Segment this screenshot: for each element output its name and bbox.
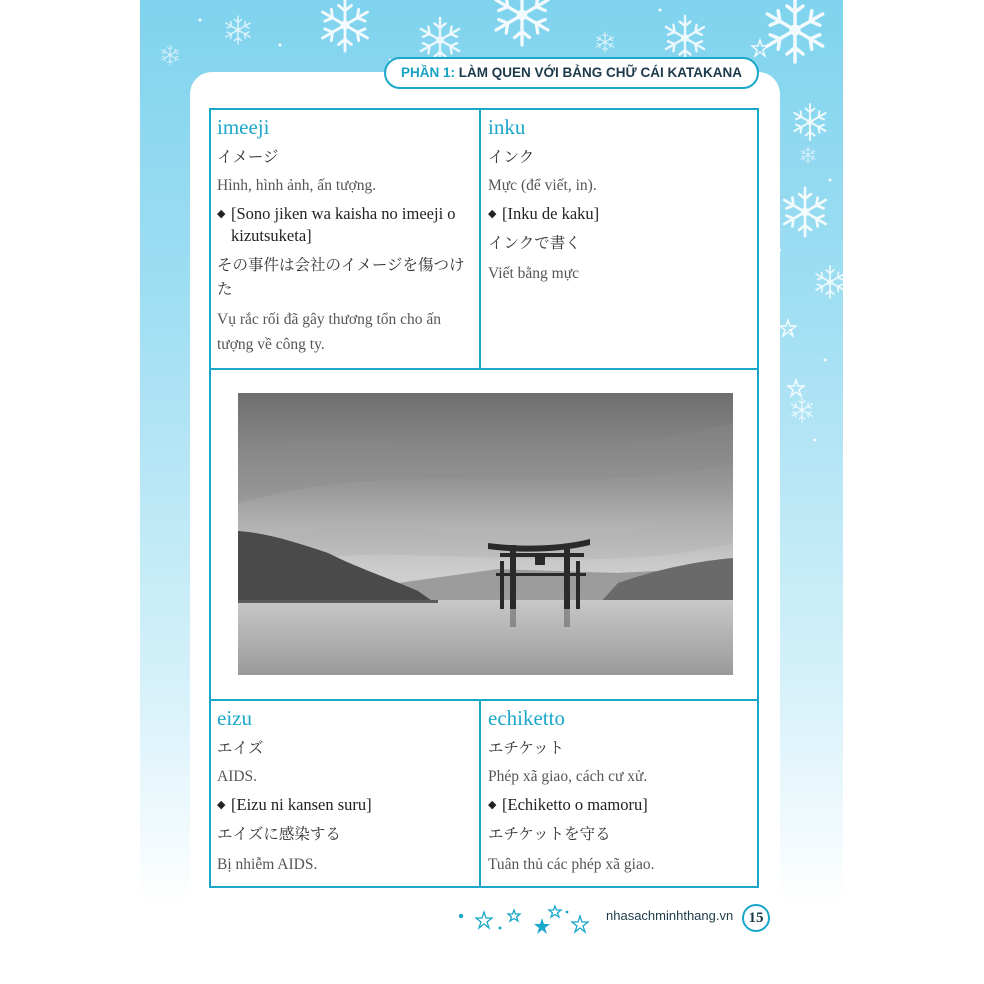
- example-vietnamese: Vụ rắc rối đã gây thương tổn cho ấn tượng về công ty.: [217, 311, 442, 353]
- entry-kana: エイズ: [217, 739, 264, 757]
- entry-romaji: imeeji: [217, 115, 270, 139]
- example-japanese: インクで書く: [488, 234, 581, 252]
- section-header: [384, 57, 759, 89]
- entry-example: [488, 794, 750, 816]
- diamond-bullet-icon: ◆: [488, 208, 497, 220]
- grid-divider: [479, 700, 481, 888]
- example-vietnamese: Bị nhiễm AIDS.: [217, 856, 318, 873]
- vocab-entry-imeeji: [217, 114, 475, 357]
- example-japanese: エチケットを守る: [488, 825, 611, 843]
- star-decoration-icon: [452, 900, 592, 936]
- entry-meaning: Hình, hình ảnh, ấn tượng.: [217, 177, 377, 194]
- page-number: 15: [742, 904, 770, 932]
- entry-romaji: eizu: [217, 706, 252, 730]
- entry-kana: イメージ: [217, 148, 279, 166]
- vocab-entry-eizu: [217, 705, 475, 877]
- diamond-bullet-icon: ◆: [217, 799, 226, 811]
- entry-example: [217, 203, 475, 247]
- diamond-bullet-icon: ◆: [488, 799, 497, 811]
- torii-gate-photo: [238, 393, 733, 675]
- grid-divider: [479, 108, 481, 370]
- entry-example: [217, 794, 475, 816]
- entry-romaji: echiketto: [488, 706, 565, 730]
- example-japanese: エイズに感染する: [217, 825, 341, 843]
- entry-romaji: inku: [488, 115, 526, 139]
- example-vietnamese: Viết bằng mực: [488, 265, 579, 282]
- entry-example: [488, 203, 750, 225]
- grid-divider: [209, 368, 759, 370]
- entry-meaning: Phép xã giao, cách cư xử.: [488, 768, 648, 785]
- example-romaji: [Eizu ni kansen suru]: [231, 795, 372, 814]
- diamond-bullet-icon: ◆: [217, 208, 226, 220]
- section-title: LÀM QUEN VỚI BẢNG CHỮ CÁI KATAKANA: [458, 65, 742, 80]
- vocab-entry-inku: [488, 114, 750, 286]
- section-label: PHẦN 1:: [401, 65, 456, 80]
- vocab-entry-echiketto: [488, 705, 750, 877]
- example-romaji: [Sono jiken wa kaisha no imeeji o kizutsuketa]: [231, 204, 456, 245]
- example-japanese: その事件は会社のイメージを傷つけた: [217, 256, 465, 298]
- entry-meaning: AIDS.: [217, 768, 258, 785]
- grid-divider: [209, 699, 759, 701]
- example-vietnamese: Tuân thủ các phép xã giao.: [488, 856, 655, 873]
- entry-kana: インク: [488, 148, 535, 166]
- example-romaji: [Inku de kaku]: [502, 204, 600, 223]
- entry-kana: エチケット: [488, 739, 565, 757]
- example-romaji: [Echiketto o mamoru]: [502, 795, 648, 814]
- entry-meaning: Mực (để viết, in).: [488, 177, 597, 194]
- website-footer: nhasachminhthang.vn: [606, 908, 734, 923]
